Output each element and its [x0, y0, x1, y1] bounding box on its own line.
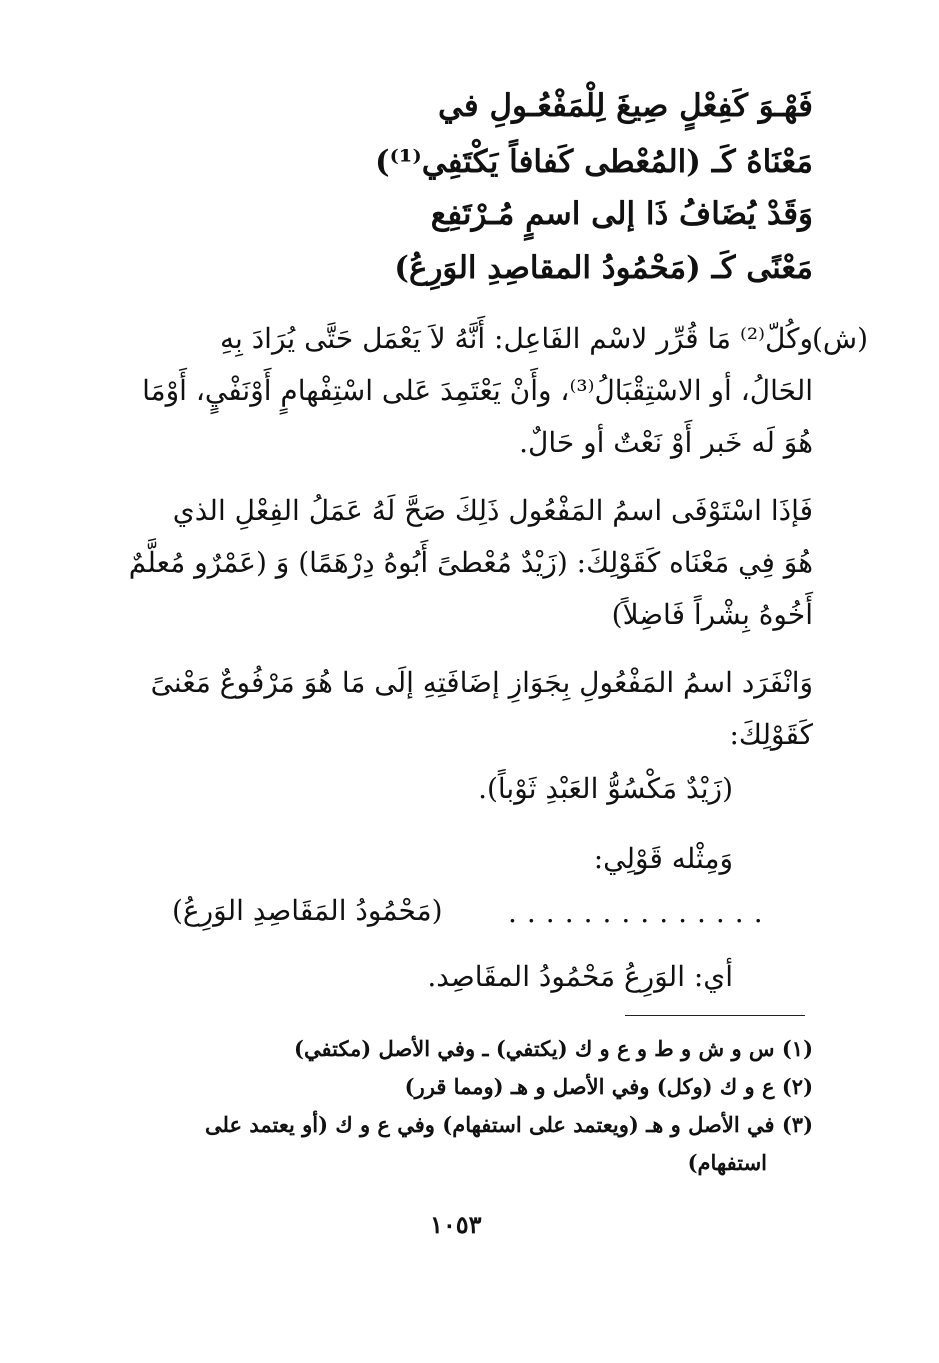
- explanation: أي: الوَرِعُ مَحْمُودُ المقَاصِد.: [427, 960, 733, 993]
- paragraph-2-line-3: أَخُوهُ بِشْراً فَاضِلاً): [611, 598, 813, 631]
- example-2: (مَحْمُودُ المَقَاصِدِ الوَرِعُ): [172, 894, 443, 927]
- paragraph-3-line-1: وَانْفَرَد اسمُ المَفْعُولِ بِجَوَازِ إضَافَتِهِ إلَى مَا هُوَ مَرْفُوعٌ مَعْنىً: [150, 666, 813, 699]
- commentary-marker: (ش): [812, 322, 869, 355]
- footnote-separator: [625, 1015, 805, 1016]
- paragraph-1-line-3: هُوَ لَه خَبر أَوْ نَعْتٌ أو حَالٌ.: [519, 426, 813, 459]
- footnote-3-line-2: استفهام): [687, 1150, 767, 1175]
- paragraph-1-line-1: وكُلّ⁽²⁾ مَا قُرِّر لاسْم الفَاعِل: أَنَّهُ لاَ يَعْمَل حَتَّى يُرَادَ بِهِ: [220, 322, 813, 355]
- paragraph-2-line-1: فَإذَا اسْتَوْفَى اسمُ المَفْعُول ذَلِكَ صَحَّ لَهُ عَمَلُ الفِعْلِ الذي: [172, 494, 813, 527]
- footnote-3-line-1: (٣) في الأصل و هـ (ويعتمد على استفهام) وفي ع و ك (أو يعتمد على: [205, 1112, 813, 1137]
- verse-line-4: مَعْنًى كَـ (مَحْمُودُ المقاصِدِ الوَرِعُ): [394, 250, 813, 286]
- verse-line-1: فَهْـوَ كَفِعْلٍ صِيغَ لِلْمَفْعُـولِ في: [438, 88, 813, 124]
- example-1: (زَيْدٌ مَكْسُوُّ العَبْدِ ثَوْباً).: [478, 772, 733, 805]
- footnote-1: (١) س و ش و ط و ع و ك (يكتفي) ـ وفي الأصل (مكتفي): [294, 1036, 813, 1061]
- page-number: ١٠٥٣: [430, 1210, 482, 1239]
- verse-dots: ..............: [508, 896, 773, 929]
- footnote-2: (٢) ع و ك (وكل) وفي الأصل و هـ (ومما قرر): [404, 1074, 813, 1099]
- paragraph-3-line-2: كَقَوْلِكَ:: [729, 718, 813, 751]
- paragraph-2-line-2: هُوَ فِي مَعْنَاه كَقَوْلِكَ: (زَيْدٌ مُعْطىً أَبُوهُ دِرْهَمًا) وَ (عَمْرٌو مُعلَّمٌ: [128, 546, 813, 579]
- mithluhu-line: وَمِثْله قَوْلِي:: [593, 842, 733, 875]
- verse-line-2: مَعْنَاهُ كَـ (المُعْطى كَفافاً يَكْتَفِي⁽¹⁾): [375, 144, 813, 180]
- verse-line-3: وَقَدْ يُضَافُ ذَا إلى اسمٍ مُـرْتَفِع: [430, 196, 813, 232]
- paragraph-1-line-2: الحَالُ، أو الاسْتِقْبَالُ⁽³⁾، وأَنْ يَعْتَمِدَ عَلى اسْتِفْهامٍ أَوْنَفْيٍ، أَوْمَا: [142, 374, 813, 407]
